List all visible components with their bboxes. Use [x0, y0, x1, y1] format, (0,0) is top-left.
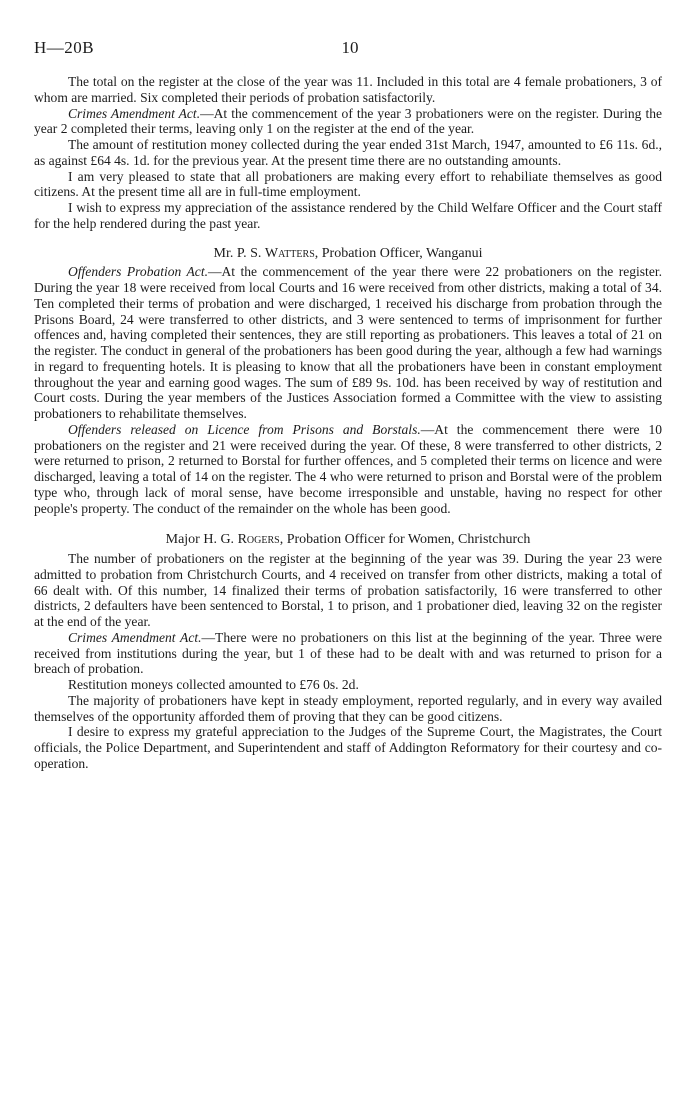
paragraph-text: The majority of probationers have kept in steady employment, reported regularly, and in every way availed themselves of the opportunity afforded them of proving that they can be good citizens. — [34, 692, 662, 724]
paragraph-text: —At the commencement there were 10 probationers on the register and 21 were received during the year. Of these, 8 were transferred to other districts, 2 were returned to prison, 2 returned to Borstal for further offences, and 5 completed their terms on licence and were discharged, leaving a total of 14 on the register. The 4 who were returned to prison and Borstal were of the problem type who, through lack of moral sense, have become irresponsible and unstable, having no respect for other people's property. The conduct of the remainder on the whole has been good. — [34, 421, 662, 516]
paragraph-text: I desire to express my grateful appreciation to the Judges of the Supreme Court, the Magistrates, the Court officials, the Police Department, and Superintendent and staff of Addington Reformatory for their courtesy and co-operation. — [34, 724, 662, 771]
paragraph — [34, 137, 662, 169]
act-title: Crimes Amendment Act. — [68, 105, 201, 121]
paragraph-text: I am very pleased to state that all probationers are making every effort to rehabiliate themselves as good citizens. At the present time all are in full-time employment. — [34, 168, 662, 200]
act-title: Offenders released on Licence from Prisons and Borstals. — [68, 421, 421, 437]
page-header — [34, 38, 666, 64]
paragraph — [34, 106, 662, 138]
act-title: Offenders Probation Act. — [68, 264, 208, 280]
paragraph-text: Restitution moneys collected amounted to £76 0s. 2d. — [68, 677, 359, 692]
paragraph-text: The total on the register at the close of the year was 11. Included in this total are 4 female probationers, 3 of whom are married. Six completed their periods of probation satisfactorily. — [34, 74, 662, 105]
paragraph — [34, 630, 662, 677]
page-number: 10 — [341, 38, 359, 57]
heading-suffix: , Probation Officer, Wanganui — [314, 245, 483, 261]
heading-surname: Rogers — [237, 532, 280, 548]
paragraph — [34, 169, 662, 201]
heading-prefix: Mr. P. S. — [213, 245, 265, 261]
paragraph — [34, 724, 662, 771]
heading-prefix: Major H. G. — [165, 532, 238, 548]
section-heading-rogers — [34, 532, 662, 548]
report-code: H—20B — [34, 38, 95, 57]
heading-surname: Watters — [264, 245, 315, 261]
paragraph — [34, 551, 662, 630]
paragraph-text: —At the commencement of the year there were 22 probationers on the register. During the year 18 were received from local Courts and 16 were received from other districts, making a total of 34. Ten completed their terms of probation and were discharged, 1 received his discharge from probation through the Prisons Board, 24 were transferred to other districts, and 3 were sentenced to terms of imprisonment for further offences and, having completed their sentences, they are still reporting as probationers. This leaves a total of 21 on the register. The conduct in general of the probationers has been good during the year, although a few had warnings in regard to frequenting hotels. It is pleasing to know that all the probationers have been in constant employment throughout the year and earning good wages. The sum of £89 9s. 10d. has been received by way of restitution and Court costs. During the year members of the Justices Association formed a Committee with the view to assisting probationers to rehabilitate themselves. — [34, 264, 662, 421]
page-body — [34, 74, 662, 772]
heading-suffix: , Probation Officer for Women, Christchurch — [279, 532, 531, 548]
paragraph-text: The amount of restitution money collected during the year ended 31st March, 1947, amounted to £6 11s. 6d., as against £64 4s. 1d. for the previous year. At the present time there are no outstanding amounts. — [34, 137, 662, 168]
paragraph-text: —At the commencement of the year 3 probationers were on the register. During the year 2 completed their terms, leaving only 1 on the register at the end of the year. — [34, 105, 663, 137]
paragraph — [34, 264, 662, 422]
paragraph-text: The number of probationers on the register at the beginning of the year was 39. During the year 23 were admitted to probation from Christchurch Courts, and 4 received on transfer from other districts, making a total of 66 dealt with. Of this number, 14 finalized their terms of probation satisfactorily, 16 were transferred to other districts, 2 defaulters have been sentenced to Borstal, 1 to prison, and 1 probationer died, leaving 32 on the register at the end of the year. — [34, 551, 662, 629]
section-heading-watters — [34, 246, 662, 262]
paragraph — [34, 200, 662, 232]
paragraph — [34, 677, 662, 693]
act-title: Crimes Amendment Act. — [68, 629, 202, 645]
paragraph-text: I wish to express my appreciation of the assistance rendered by the Child Welfare Officer and the Court staff for the help rendered during the past year. — [34, 200, 662, 231]
paragraph-text: —There were no probationers on this list at the beginning of the year. Three were received from institutions during the year, but 1 of these had to be dealt with and was returned to prison for a breach of probation. — [34, 629, 663, 677]
paragraph — [34, 693, 662, 725]
paragraph — [34, 422, 662, 517]
paragraph — [34, 74, 662, 106]
